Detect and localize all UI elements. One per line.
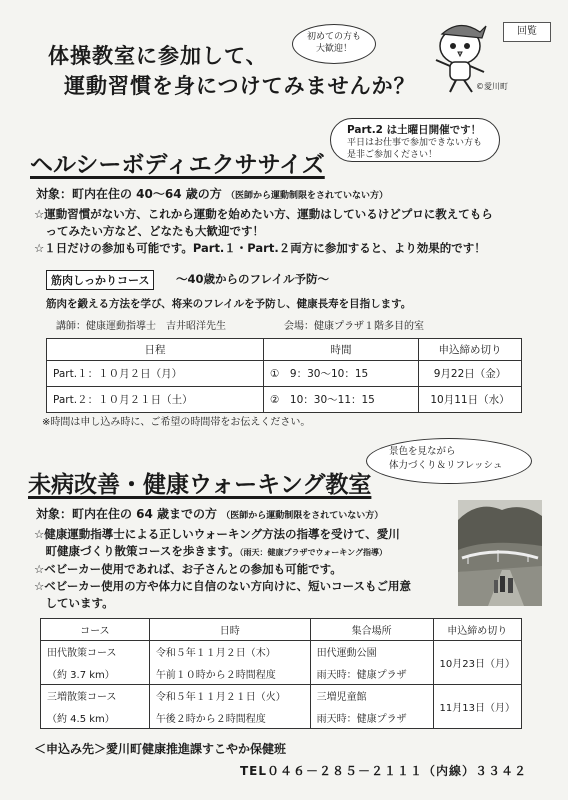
venue: 会場：健康プラザ１階多目的室 bbox=[284, 321, 424, 332]
list-item: ☆運動習慣がない方、これから運動を始めたい方、運動はしているけどプロに教えてもら bbox=[34, 207, 493, 221]
table-cell: 三増散策コース bbox=[41, 685, 150, 707]
table-header: コース bbox=[41, 619, 150, 641]
time-note: ※時間は申し込み時に、ご希望の時間帯をお伝えください。 bbox=[42, 417, 311, 428]
table-row bbox=[47, 387, 522, 413]
mascot-credit: ©愛川町 bbox=[476, 82, 508, 91]
list-item bbox=[34, 543, 454, 561]
part2-note-line: 是非ご参加ください！ bbox=[347, 150, 438, 160]
healthy-title: ヘルシーボディエクササイズ bbox=[30, 152, 325, 178]
table-cell: 田代運動公園 bbox=[310, 641, 433, 663]
list-item: ☆１日だけの参加も可能です。Part.１・Part.２両方に参加すると、より効果的です！ bbox=[34, 241, 486, 255]
table-cell: 9月22日（金） bbox=[419, 361, 522, 387]
healthy-target-note: （医師から運動制限をされていない方） bbox=[225, 191, 388, 201]
footer-apply: ＜申込み先＞愛川町健康推進課すこやか保健班 bbox=[34, 742, 287, 756]
table-cell: 午後２時から２時間程度 bbox=[149, 707, 310, 729]
table-cell: Part.２：１０月２１日（土） bbox=[47, 387, 264, 413]
table-cell: 午前１０時から２時間程度 bbox=[149, 663, 310, 685]
list-item: しています。 bbox=[34, 596, 114, 610]
table-header: 申込締め切り bbox=[433, 619, 521, 641]
bubble-line: 大歓迎！ bbox=[315, 44, 352, 54]
table-cell: （約 4.5 km） bbox=[41, 707, 150, 729]
table-cell: （約 3.7 km） bbox=[41, 663, 150, 685]
scenery-bubble bbox=[366, 438, 532, 484]
page-title-line1: 体操教室に参加して、 bbox=[48, 44, 268, 68]
table-header: 日程 bbox=[47, 339, 264, 361]
list-item: ってみたい方など、どなたも大歓迎です！ bbox=[34, 224, 264, 238]
table-cell: 三増児童館 bbox=[310, 685, 433, 707]
table-row bbox=[47, 361, 522, 387]
table-cell: 雨天時：健康プラザ bbox=[310, 707, 433, 729]
list-item-text: 町健康づくり散策コースを歩きます。 bbox=[34, 544, 240, 558]
table-cell: Part.１：１０月２日（月） bbox=[47, 361, 264, 387]
healthy-schedule-table bbox=[46, 338, 522, 413]
table-cell: 11月13日（月） bbox=[433, 685, 521, 729]
list-item: ☆ベビーカー使用であれば、お子さんとの参加も可能です。 bbox=[34, 562, 342, 576]
course-name: 筋肉しっかりコース bbox=[46, 270, 154, 290]
walking-target-text: 対象：町内在住の 64 歳までの方 bbox=[36, 507, 218, 521]
list-item: ☆健康運動指導士による正しいウォーキング方法の指導を受けて、愛川 bbox=[34, 527, 400, 541]
list-item: ☆ベビーカー使用の方や体力に自信のない方向けに、短いコースもご用意 bbox=[34, 579, 412, 593]
table-row bbox=[41, 641, 522, 663]
course-subtitle: ～40歳からのフレイル予防～ bbox=[176, 272, 329, 286]
table-row bbox=[41, 685, 522, 707]
table-cell: 雨天時：健康プラザ bbox=[310, 663, 433, 685]
kairan-stamp: 回覧 bbox=[503, 22, 551, 42]
walking-bullets bbox=[34, 526, 454, 612]
healthy-target bbox=[36, 185, 388, 202]
table-cell: 田代散策コース bbox=[41, 641, 150, 663]
table-cell: ② 10：30～11：15 bbox=[264, 387, 419, 413]
walking-photo bbox=[458, 500, 542, 606]
table-header: 集合場所 bbox=[310, 619, 433, 641]
walking-schedule-table bbox=[40, 618, 522, 729]
part2-note bbox=[330, 118, 500, 162]
page-title-line2: 運動習慣を身につけてみませんか？ bbox=[64, 74, 416, 98]
healthy-bullets bbox=[34, 206, 554, 257]
bubble-line: 体力づくり＆リフレッシュ bbox=[389, 460, 503, 471]
bubble-line: 初めての方も bbox=[306, 32, 361, 42]
part2-note-line: 平日はお仕事で参加できない方も bbox=[347, 138, 483, 148]
course-description: 筋肉を鍛える方法を学び、将来のフレイルを予防し、健康長寿を目指します。 bbox=[46, 298, 412, 310]
table-header: 時間 bbox=[264, 339, 419, 361]
table-cell: ① 9：30～10：15 bbox=[264, 361, 419, 387]
part2-note-heading: Part.2 は土曜日開催です！ bbox=[347, 124, 482, 136]
table-header: 申込締め切り bbox=[419, 339, 522, 361]
table-cell: 10月11日（水） bbox=[419, 387, 522, 413]
walking-target-note: （医師から運動制限をされていない方） bbox=[221, 511, 384, 521]
bubble-line: 景色を見ながら bbox=[389, 446, 456, 457]
walking-target bbox=[36, 505, 383, 522]
table-cell: 令和５年１１月２日（木） bbox=[149, 641, 310, 663]
first-time-bubble bbox=[292, 24, 376, 64]
rain-note: （雨天：健康プラザでウォーキング指導） bbox=[239, 548, 387, 557]
table-cell: 令和５年１１月２１日（火） bbox=[149, 685, 310, 707]
healthy-target-text: 対象：町内在住の 40～64 歳の方 bbox=[36, 187, 222, 201]
table-cell: 10月23日（月） bbox=[433, 641, 521, 685]
table-header: 日時 bbox=[149, 619, 310, 641]
walking-title: 未病改善・健康ウォーキング教室 bbox=[28, 472, 372, 498]
instructor: 講師：健康運動指導士 吉井昭洋先生 bbox=[56, 321, 226, 332]
footer-tel: TEL０４６－２８５－２１１１（内線）３３４２ bbox=[240, 764, 528, 778]
